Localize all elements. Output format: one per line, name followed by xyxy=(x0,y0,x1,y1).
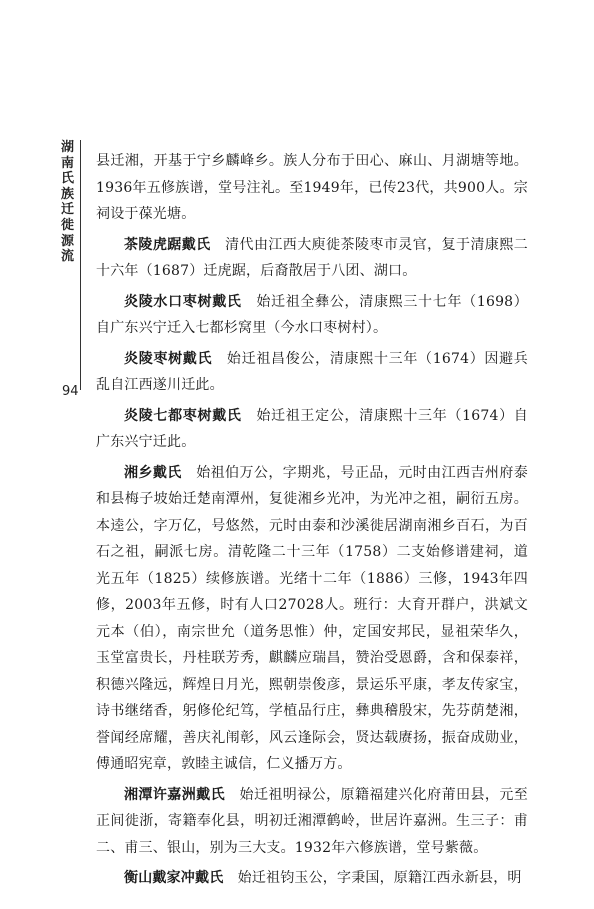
entry-body: 始迁祖明禄公，原籍福建兴化府莆田县，元至正间徙浙，寄籍奉化县，明初迁湘潭鹤岭，世居许嘉洲。生三子：甫二、甫三、银山，别为三大支。1932年六修族谱，堂号紫薇。 xyxy=(96,786,528,856)
entry-paragraph xyxy=(96,403,528,456)
entry-body: 始迁祖钧玉公，字秉国，原籍江西永新县，明 xyxy=(237,870,522,886)
entry-title: 衡山戴家冲戴氏 xyxy=(124,870,224,886)
running-head-title: 湖南氏族迁徙源流 xyxy=(61,140,75,265)
side-divider xyxy=(80,140,81,390)
entry-paragraph xyxy=(96,460,528,778)
entry-title: 湘潭许嘉洲戴氏 xyxy=(124,786,226,803)
entry-paragraph xyxy=(96,782,528,862)
lead-paragraph: 县迁湘，开基于宁乡麟峰乡。族人分布于田心、麻山、月湖塘等地。1936年五修族谱，堂号注礼。至1949年，已传23代，共900人。宗祠设于葆光塘。 xyxy=(96,153,528,222)
entry-title: 炎陵七都枣树戴氏 xyxy=(124,407,242,424)
entry-body: 始迁祖全彝公，清康熙三十七年（1698）自广东兴宁迁入七都杉窝里（今水口枣树村）。 xyxy=(96,293,528,336)
entry-paragraph xyxy=(96,232,528,285)
entry-title: 炎陵枣树戴氏 xyxy=(124,350,213,367)
entry-paragraph xyxy=(96,865,528,892)
entry-body: 清代由江西大庾徙茶陵枣市灵官，复于清康熙二十六年（1687）迁虎踞，后裔散居于八团、湖口。 xyxy=(96,236,528,279)
entry-paragraph xyxy=(96,346,528,399)
entry-paragraph xyxy=(96,289,528,342)
entry-title: 湘乡戴氏 xyxy=(124,464,182,481)
entry-body: 始迁祖王定公，清康熙十三年（1674）自广东兴宁迁此。 xyxy=(96,407,528,450)
entry-body: 始祖伯万公，字期兆，号正品，元时由江西吉州府泰和县梅子坡始迁楚南潭州，复徙湘乡光冲，为光冲之祖，嗣衍五房。本逵公，字万亿，号悠然，元时由泰和沙溪徙居湖南湘乡百石，为百石之祖，嗣派七房。清乾隆二十三年（1758）二支始修谱建祠，道光五年（1825）续修族谱。光绪十二年（1886）三修，1943年四修，2003年五修，时有人口27028人。班行：大育开群户，洪斌文元本（伯），南宗世允（道务思惟）仲，定国安邦民，显祖荣华久，玉堂富贵长，丹桂联芳秀，麒麟应瑞昌，赞治受恩爵，含和保泰祥，积德兴隆远，辉煌日月光，熙朝崇俊彦，景运乐平康，孝友传家宝，诗书继绪香，躬修伦纪笃，学植品行庄，彝典稽殷宋，先芬荫楚湘，誉闻经席耀，善庆礼闱彰，风云逢际会，贤达载赓扬，振奋成勋业，傅通昭宪章，敦睦主诚信，仁义播万方。 xyxy=(96,464,528,772)
entry-title: 炎陵水口枣树戴氏 xyxy=(124,293,242,310)
main-text xyxy=(96,148,528,892)
entry-title: 茶陵虎踞戴氏 xyxy=(124,236,211,253)
entry-body: 始迁祖昌俊公，清康熙十三年（1674）因避兵乱自江西遂川迁此。 xyxy=(96,350,528,393)
page-number: 94 xyxy=(62,384,79,399)
